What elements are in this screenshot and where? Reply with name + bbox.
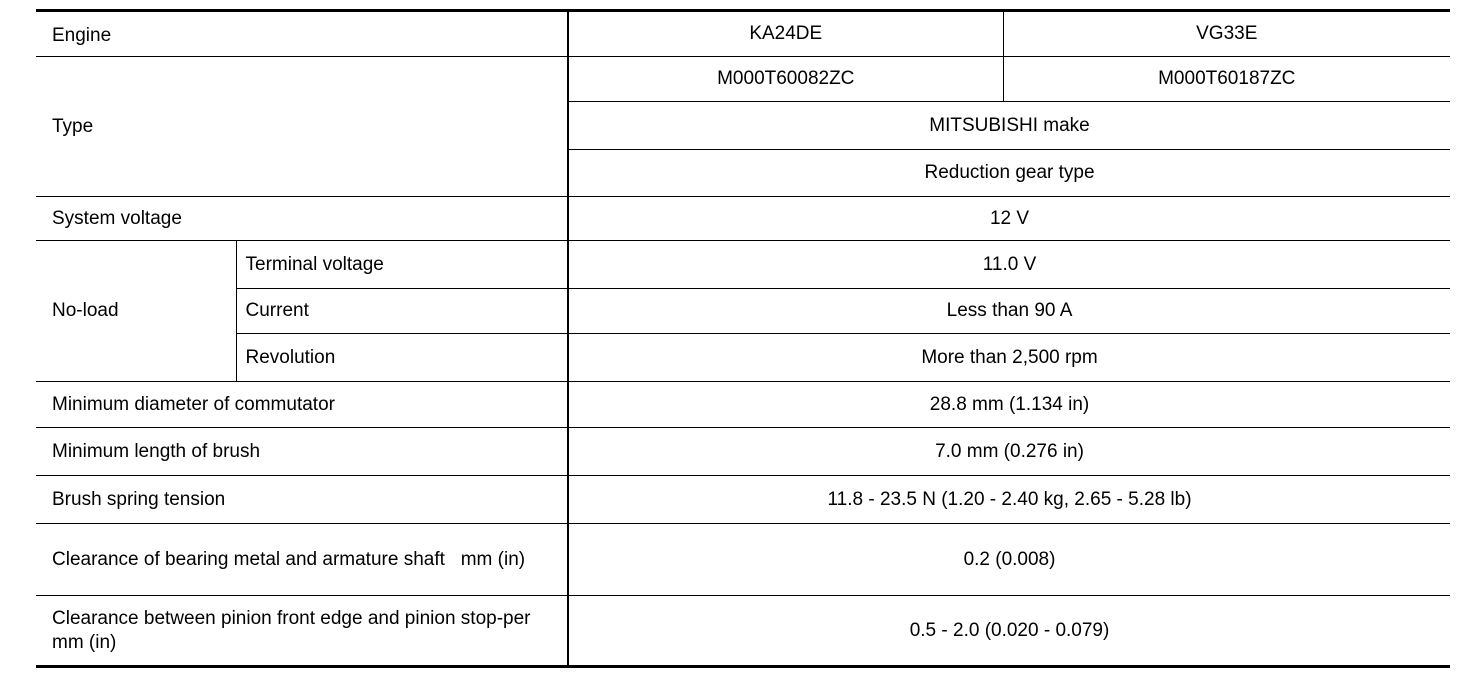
bearing-clearance-label: Clearance of bearing metal and armature shaft mm (in) xyxy=(36,524,568,596)
engine-ka24de: KA24DE xyxy=(568,11,1003,57)
row-bearing-clearance xyxy=(36,524,1450,596)
row-revolution xyxy=(36,334,1450,382)
row-terminal-voltage xyxy=(36,241,1450,289)
bearing-clearance-value: 0.2 (0.008) xyxy=(568,524,1450,596)
type-model-ka24de: M000T60082ZC xyxy=(568,57,1003,102)
brush-spring-label: Brush spring tension xyxy=(36,476,568,524)
type-gear: Reduction gear type xyxy=(568,150,1450,197)
row-current xyxy=(36,289,1450,334)
commutator-value: 28.8 mm (1.134 in) xyxy=(568,382,1450,428)
row-type-model xyxy=(36,57,1450,102)
type-model-vg33e: M000T60187ZC xyxy=(1003,57,1450,102)
type-label: Type xyxy=(36,57,568,197)
engine-vg33e: VG33E xyxy=(1003,11,1450,57)
brush-spring-value: 11.8 - 23.5 N (1.20 - 2.40 kg, 2.65 - 5.28 lb) xyxy=(568,476,1450,524)
system-voltage-label: System voltage xyxy=(36,197,568,241)
row-brush-spring xyxy=(36,476,1450,524)
commutator-label: Minimum diameter of commutator xyxy=(36,382,568,428)
type-make: MITSUBISHI make xyxy=(568,102,1450,150)
engine-label: Engine xyxy=(36,11,568,57)
row-commutator xyxy=(36,382,1450,428)
row-brush-length xyxy=(36,428,1450,476)
brush-length-value: 7.0 mm (0.276 in) xyxy=(568,428,1450,476)
terminal-voltage-label: Terminal voltage xyxy=(236,241,568,289)
starter-specification-table xyxy=(36,9,1450,668)
current-label: Current xyxy=(236,289,568,334)
no-load-label: No-load xyxy=(36,241,236,382)
system-voltage-value: 12 V xyxy=(568,197,1450,241)
terminal-voltage-value: 11.0 V xyxy=(568,241,1450,289)
pinion-clearance-label: Clearance between pinion front edge and pinion stop-per mm (in) xyxy=(52,607,547,653)
pinion-clearance-value: 0.5 - 2.0 (0.020 - 0.079) xyxy=(568,596,1450,667)
revolution-value: More than 2,500 rpm xyxy=(568,334,1450,382)
revolution-label: Revolution xyxy=(236,334,568,382)
current-value: Less than 90 A xyxy=(568,289,1450,334)
row-pinion-clearance xyxy=(36,596,1450,667)
row-system-voltage xyxy=(36,197,1450,241)
brush-length-label: Minimum length of brush xyxy=(36,428,568,476)
row-engine xyxy=(36,11,1450,57)
